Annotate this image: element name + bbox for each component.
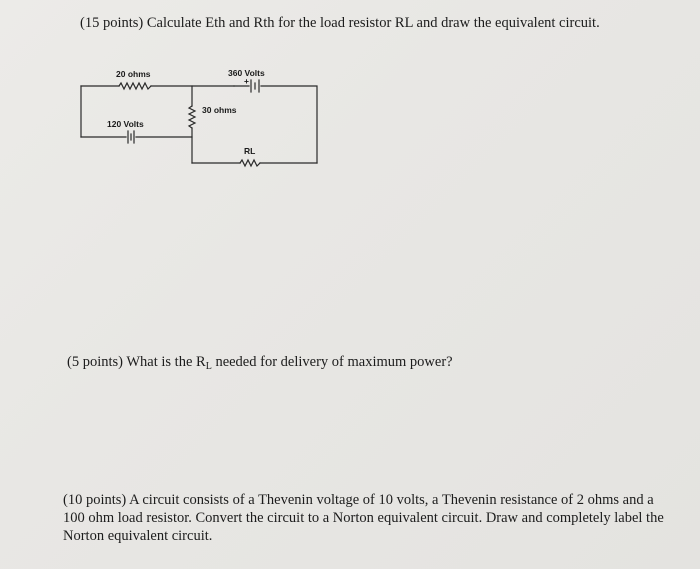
wire-top-right-2 — [261, 86, 317, 163]
question-2-text-before: What is the R — [126, 354, 206, 370]
rl-label: RL — [244, 146, 256, 156]
question-3 — [63, 491, 673, 545]
r1-label: 20 ohms — [116, 69, 151, 79]
question-3-points: (10 points) — [63, 492, 127, 508]
question-2 — [67, 353, 667, 376]
v2-label: 360 Volts — [228, 68, 265, 78]
question-2-subscript: L — [205, 361, 212, 372]
question-2-points: (5 points) — [67, 354, 123, 370]
question-2-text-after: needed for delivery of maximum power? — [211, 354, 453, 370]
r1-resistor — [119, 83, 151, 89]
question-3-text: A circuit consists of a Thevenin voltage of 10 volts, a Thevenin resistance of 2 ohms and a 100 ohm load resistor. Convert the circuit to a Norton equivalent circuit. Draw and completely label the Norton equivalent circuit. — [63, 492, 664, 544]
question-1-points: (15 points) — [80, 15, 144, 31]
v2-plus-sign: + — [244, 76, 249, 86]
question-1-text: Calculate Eth and Rth for the load resistor RL and draw the equivalent circuit. — [146, 15, 600, 31]
r2-label: 30 ohms — [202, 105, 237, 115]
v1-label: 120 Volts — [107, 119, 144, 129]
rl-resistor — [240, 160, 260, 166]
r2-resistor — [189, 106, 195, 128]
